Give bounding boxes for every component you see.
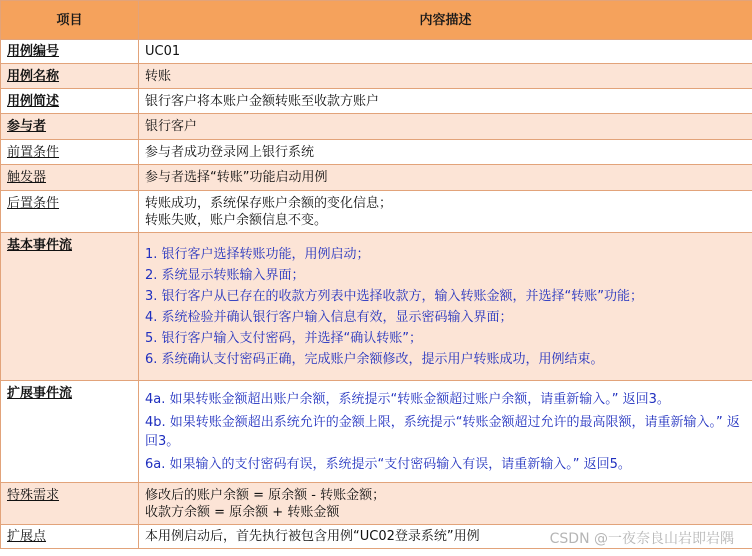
row-key: 触发器 [1, 165, 139, 191]
row-value: 银行客户 [139, 114, 752, 140]
table-row [1, 381, 752, 483]
table-row [1, 191, 752, 233]
table-row [1, 114, 752, 140]
row-key: 用例简述 [1, 89, 139, 114]
basic-flow-cell [139, 233, 752, 381]
flow-step: 4. 系统检验并确认银行客户输入信息有效，显示密码输入界面； [145, 309, 513, 325]
header-description: 内容描述 [139, 1, 752, 40]
extension-step: 4a. 如果转账金额超出账户余额，系统提示“转账金额超过账户余额，请重新输入。” 返回3。 [145, 391, 670, 407]
table-row [1, 89, 752, 114]
row-value: 本用例启动后，首先执行被包含用例“UC02登录系统”用例 [139, 525, 752, 549]
table-row [1, 483, 752, 525]
extension-flow-cell [139, 381, 752, 483]
row-value: 转账 [139, 64, 752, 89]
postcondition-line: 转账失败，账户余额信息不变。 [145, 212, 328, 228]
row-key: 扩展事件流 [1, 381, 139, 483]
row-value [139, 483, 752, 525]
watermark: CSDN @一夜奈良山岩即岩隅 [549, 531, 734, 547]
flow-step: 6. 系统确认支付密码正确，完成账户余额修改，提示用户转账成功，用例结束。 [145, 351, 604, 367]
row-value: 银行客户将本账户金额转账至收款方账户 [139, 89, 752, 114]
row-value: 参与者成功登录网上银行系统 [139, 140, 752, 165]
row-key: 扩展点 [1, 525, 139, 549]
row-key: 前置条件 [1, 140, 139, 165]
row-value [139, 191, 752, 233]
flow-step: 2. 系统显示转账输入界面； [145, 267, 305, 283]
row-value: 参与者选择“转账”功能启动用例 [139, 165, 752, 191]
postcondition-line: 转账成功，系统保存账户余额的变化信息； [145, 195, 393, 211]
flow-step: 1. 银行客户选择转账功能，用例启动； [145, 246, 370, 262]
header-item: 项目 [1, 1, 139, 40]
table-row [1, 165, 752, 191]
special-requirement-line: 修改后的账户余额 = 原余额 - 转账金额； [145, 487, 386, 503]
table-row [1, 64, 752, 89]
table-row [1, 140, 752, 165]
row-key: 参与者 [1, 114, 139, 140]
row-key: 用例编号 [1, 40, 139, 64]
row-value: UC01 [139, 40, 752, 64]
row-key: 后置条件 [1, 191, 139, 233]
flow-step: 5. 银行客户输入支付密码，并选择“确认转账”； [145, 330, 423, 346]
special-requirement-line: 收款方余额 = 原余额 + 转账金额 [145, 504, 340, 520]
table-row [1, 40, 752, 64]
table-row [1, 233, 752, 381]
flow-step: 3. 银行客户从已存在的收款方列表中选择收款方，输入转账金额，并选择“转账”功能； [145, 288, 644, 304]
extension-step: 6a. 如果输入的支付密码有误，系统提示“支付密码输入有误，请重新输入。” 返回5。 [145, 456, 631, 472]
row-key: 用例名称 [1, 64, 139, 89]
row-key: 特殊需求 [1, 483, 139, 525]
row-key: 基本事件流 [1, 233, 139, 381]
table-header-row [1, 1, 752, 40]
extension-step: 4b. 如果转账金额超出系统允许的金额上限，系统提示“转账金额超过允许的最高限额，请重新输入。” 返回3。 [145, 414, 740, 449]
